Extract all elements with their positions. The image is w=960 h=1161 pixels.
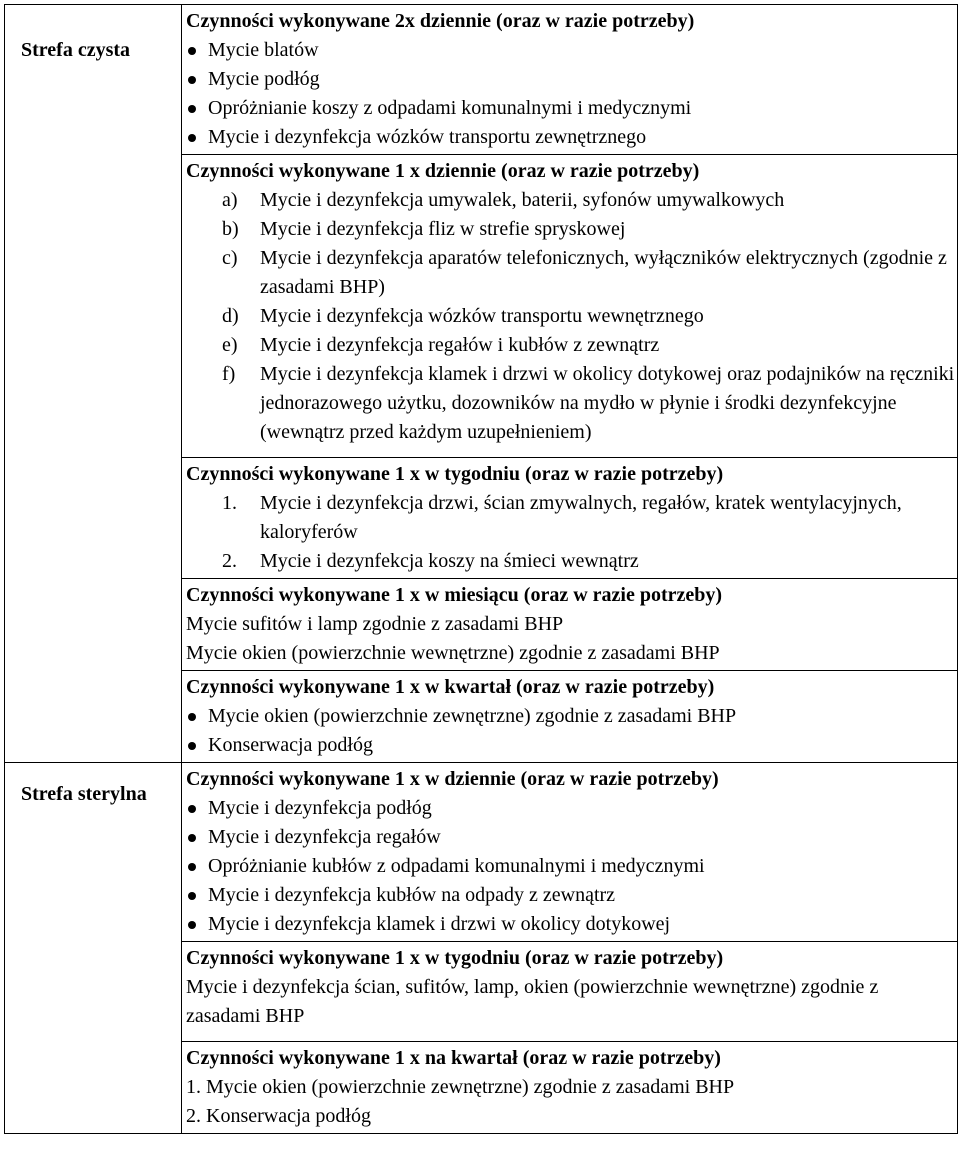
bullet-list [186, 702, 957, 760]
list-marker: b) [222, 218, 239, 240]
list-item: Konserwacja podłóg [186, 731, 957, 760]
list-item-text: Mycie i dezynfekcja wózków transportu wewnętrznego [260, 305, 704, 327]
zone-row-sterile [5, 763, 958, 942]
section-cell [182, 458, 958, 579]
list-item [186, 331, 957, 360]
section-heading: Czynności wykonywane 1 x w miesiącu (oraz w razie potrzeby) [186, 584, 723, 606]
list-marker: d) [222, 305, 239, 327]
list-item: Mycie i dezynfekcja klamek i drzwi w okolicy dotykowej [186, 910, 957, 939]
list-item-text: Mycie i dezynfekcja umywalek, baterii, syfonów umywalkowych [260, 189, 785, 211]
list-marker: 1. [222, 492, 237, 514]
bullet-list [186, 36, 957, 152]
section-cell [182, 155, 958, 458]
list-marker: e) [222, 334, 238, 356]
list-marker: f) [222, 363, 236, 385]
section-cell [182, 942, 958, 1042]
zone-name: Strefa sterylna [21, 783, 147, 805]
section-cell [182, 763, 958, 942]
list-item-text: Mycie i dezynfekcja drzwi, ścian zmywalnych, regałów, kratek wentylacyjnych, kaloryferów [260, 492, 902, 543]
list-item: Mycie podłóg [186, 65, 957, 94]
list-item-text: Mycie i dezynfekcja koszy na śmieci wewnątrz [260, 550, 639, 572]
list-item: Mycie i dezynfekcja ścian, sufitów, lamp, okien (powierzchnie wewnętrzne) zgodnie z zasadami BHP [186, 976, 879, 1027]
list-item [186, 489, 957, 547]
list-item: 2. Konserwacja podłóg [186, 1105, 371, 1127]
list-item: Mycie okien (powierzchnie wewnętrzne) zgodnie z zasadami BHP [186, 642, 720, 664]
section-cell [182, 5, 958, 155]
zone-name: Strefa czysta [21, 39, 131, 61]
lettered-list [186, 186, 957, 447]
list-marker: 2. [222, 550, 237, 572]
list-item [186, 360, 957, 447]
list-item [186, 244, 957, 302]
section-heading: Czynności wykonywane 2x dziennie (oraz w razie potrzeby) [186, 10, 695, 32]
list-item-text: Mycie i dezynfekcja fliz w strefie spryskowej [260, 218, 626, 240]
list-item: Opróżnianie kubłów z odpadami komunalnymi i medycznymi [186, 852, 957, 881]
numbered-list [186, 489, 957, 576]
list-item: Mycie okien (powierzchnie zewnętrzne) zgodnie z zasadami BHP [186, 702, 957, 731]
section-heading: Czynności wykonywane 1 x na kwartał (oraz w razie potrzeby) [186, 1047, 721, 1069]
list-item-text: Mycie i dezynfekcja regałów i kubłów z zewnątrz [260, 334, 660, 356]
list-item [186, 302, 957, 331]
section-cell [182, 579, 958, 671]
list-item: 1. Mycie okien (powierzchnie zewnętrzne) zgodnie z zasadami BHP [186, 1076, 735, 1098]
list-item: Mycie i dezynfekcja kubłów na odpady z zewnątrz [186, 881, 957, 910]
list-item: Mycie blatów [186, 36, 957, 65]
cleaning-schedule-table [4, 4, 958, 1134]
section-heading: Czynności wykonywane 1 x w tygodniu (oraz w razie potrzeby) [186, 947, 724, 969]
list-item [186, 215, 957, 244]
section-heading: Czynności wykonywane 1 x w tygodniu (oraz w razie potrzeby) [186, 463, 724, 485]
list-marker: a) [222, 189, 238, 211]
list-marker: c) [222, 247, 238, 269]
section-heading: Czynności wykonywane 1 x w kwartał (oraz w razie potrzeby) [186, 676, 715, 698]
list-item [186, 547, 957, 576]
list-item: Mycie i dezynfekcja regałów [186, 823, 957, 852]
zone-row-clean [5, 5, 958, 155]
section-heading: Czynności wykonywane 1 x dziennie (oraz w razie potrzeby) [186, 160, 700, 182]
list-item-text: Mycie i dezynfekcja klamek i drzwi w okolicy dotykowej oraz podajników na ręczniki jednorazowego użytku, dozowników na mydło w płynie i środki dezynfekcyjne (wewnątrz przed każdym uzupełnieniem) [260, 363, 955, 443]
zone-cell-clean [5, 5, 182, 763]
list-item: Mycie i dezynfekcja podłóg [186, 794, 957, 823]
section-cell [182, 1042, 958, 1134]
bullet-list [186, 794, 957, 939]
section-heading: Czynności wykonywane 1 x w dziennie (oraz w razie potrzeby) [186, 768, 719, 790]
list-item [186, 186, 957, 215]
list-item-text: Mycie i dezynfekcja aparatów telefonicznych, wyłączników elektrycznych (zgodnie z zasadami BHP) [260, 247, 947, 298]
list-item: Mycie sufitów i lamp zgodnie z zasadami BHP [186, 613, 564, 635]
zone-cell-sterile [5, 763, 182, 1134]
list-item: Opróżnianie koszy z odpadami komunalnymi i medycznymi [186, 94, 957, 123]
list-item: Mycie i dezynfekcja wózków transportu zewnętrznego [186, 123, 957, 152]
section-cell [182, 671, 958, 763]
